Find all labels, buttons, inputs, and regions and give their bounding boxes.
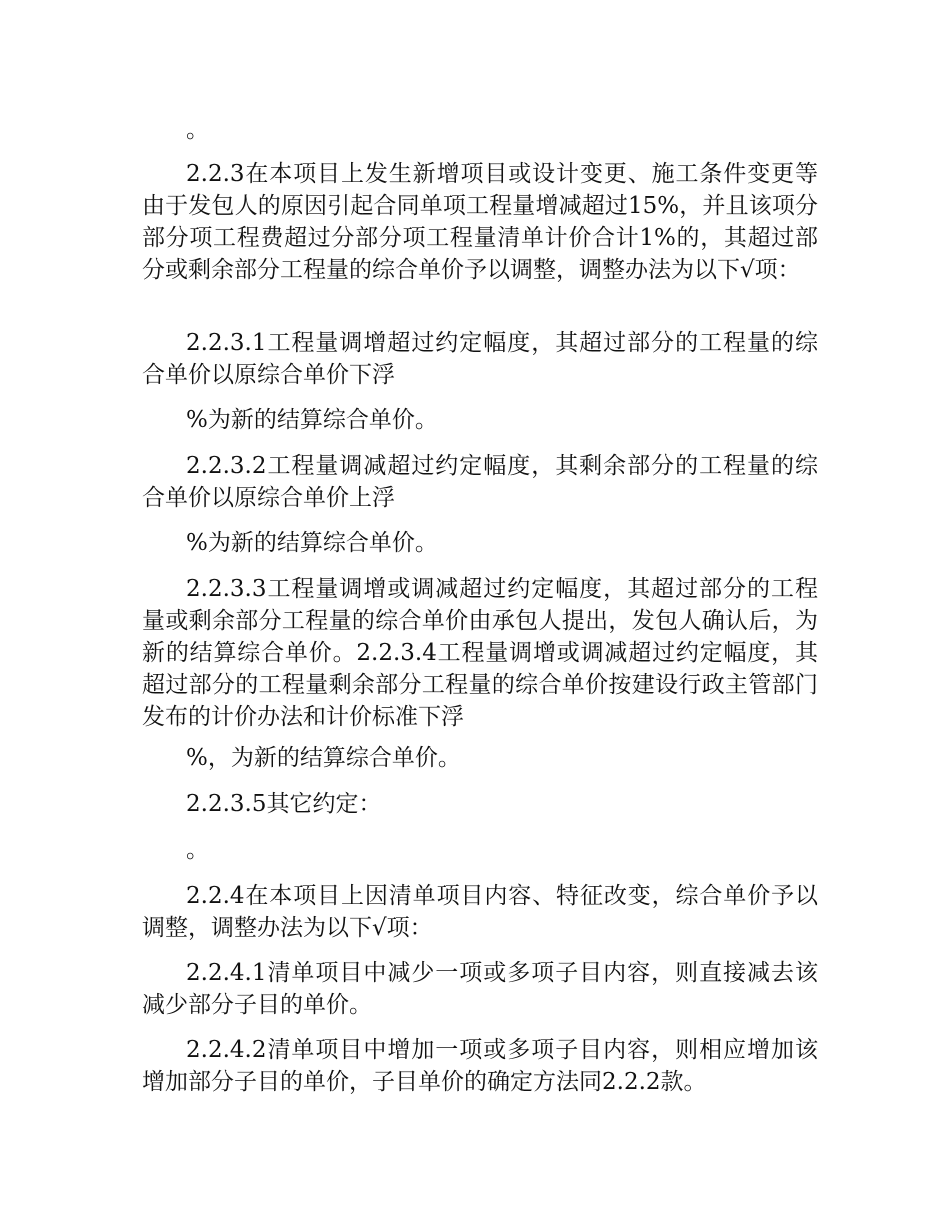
paragraph-end-mark-1: 。 bbox=[186, 117, 209, 143]
paragraph-2-2-3-4-cont: %，为新的结算综合单价。 bbox=[186, 745, 461, 771]
paragraph-2-2-3-3-and-4: 2.2.3.3工程量调增或调减超过约定幅度，其超过部分的工程量或剩余部分工程量的综合单价由承包人提出，发包人确认后，为新的结算综合单价。2.2.3.4工程量调增或调减超过约定幅度，其超过部分的工程量剩余部分工程量的综合单价按建设行政主管部门发布的计价办法和计价标准下浮 bbox=[142, 576, 818, 730]
paragraph-2-2-3-1: 2.2.3.1工程量调增超过约定幅度，其超过部分的工程量的综合单价以原综合单价下浮 bbox=[142, 330, 818, 388]
paragraph-2-2-4-1: 2.2.4.1清单项目中减少一项或多项子目内容，则直接减去该减少部分子目的单价。 bbox=[142, 960, 818, 1018]
paragraph-2-2-3: 2.2.3在本项目上发生新增项目或设计变更、施工条件变更等由于发包人的原因引起合同单项工程量增减超过15%，并且该项分部分项工程费超过分部分项工程量清单计价合计1%的，其超过部分或剩余部分工程量的综合单价予以调整，调整办法为以下√项： bbox=[142, 161, 818, 283]
paragraph-2-2-3-1-cont: %为新的结算综合单价。 bbox=[186, 407, 438, 433]
paragraph-2-2-3-5: 2.2.3.5其它约定： bbox=[186, 791, 382, 817]
paragraph-2-2-3-2-cont: %为新的结算综合单价。 bbox=[186, 530, 438, 556]
paragraph-2-2-4: 2.2.4在本项目上因清单项目内容、特征改变，综合单价予以调整，调整办法为以下√项： bbox=[142, 883, 818, 941]
paragraph-2-2-3-2: 2.2.3.2工程量调减超过约定幅度，其剩余部分的工程量的综合单价以原综合单价上浮 bbox=[142, 453, 818, 511]
paragraph-2-2-4-2: 2.2.4.2清单项目中增加一项或多项子目内容，则相应增加该增加部分子目的单价，子目单价的确定方法同2.2.2款。 bbox=[142, 1037, 818, 1095]
paragraph-end-mark-2: 。 bbox=[186, 837, 209, 863]
